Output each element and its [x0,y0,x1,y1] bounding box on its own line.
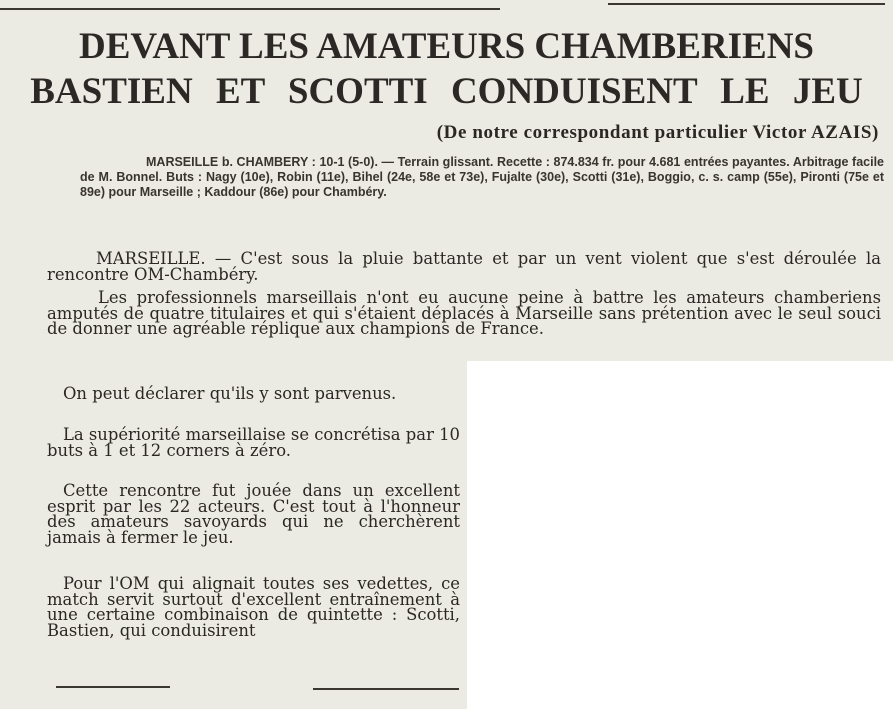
headline-line-2: BASTIEN ET SCOTTI CONDUISENT LE JEU [30,71,863,112]
article-paragraph: MARSEILLE. — C'est sous la pluie battante et par un vent violent que s'est déroulée la rencontre OM-Chambéry. [47,249,881,284]
headline [0,24,893,114]
top-rule-right [608,3,885,5]
article-paragraph: La supériorité marseillaise se concrétisa par 10 buts à 1 et 12 corners à zéro. [47,425,460,460]
top-rule-left [0,8,500,10]
article-paragraph: On peut déclarer qu'ils y sont parvenus. [63,384,397,403]
match-summary: MARSEILLE b. CHAMBERY : 10-1 (5-0). — Terrain glissant. Recette : 874.834 fr. pour 4.681 entrées payantes. Arbitrage facile de M. Bonnel. Buts : Nagy (10e), Robin (11e), Bihel (24e, 58e et 73e), Fujalte (30e), Scotti (31e), Boggio, c. s. camp (55e), Pironti (75e et 89e) pour Marseille ; Kaddour (86e) pour Chambéry. [80,155,884,199]
blank-cutout-area [467,361,893,709]
article-paragraph: Pour l'OM qui alignait toutes ses vedettes, ce match servit surtout d'excellent entraînement à une certaine combinaison de quintette : Scotti, Bastien, qui conduisirent [47,574,460,640]
headline-line-1: DEVANT LES AMATEURS CHAMBERIENS [78,26,815,67]
byline: (De notre correspondant particulier Victor AZAIS) [436,122,879,143]
article-paragraph: Cette rencontre fut jouée dans un excellent esprit par les 22 acteurs. C'est tout à l'honneur des amateurs savoyards qui ne cherchèrent jamais à fermer le jeu. [47,481,460,547]
bottom-rule-left [56,686,170,688]
bottom-rule-right [313,688,459,690]
article-paragraph: Les professionnels marseillais n'ont eu aucune peine à battre les amateurs chamberiens amputés de quatre titulaires et qui s'étaient déplacés à Marseille sans prétention avec le seul souci de donner une agréable réplique aux champions de France. [47,288,881,339]
